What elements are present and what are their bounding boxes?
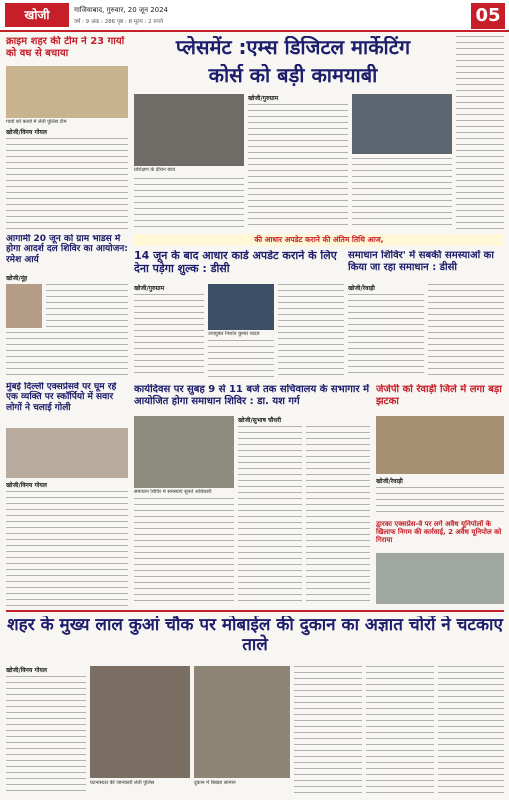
express-byline: खोजी/विनय गोयल <box>6 482 47 489</box>
aadhaar-byline: खोजी/गुरुग्राम <box>134 285 165 292</box>
placement-headline-1: प्लेसमेंट :एम्स डिजिटल मार्केटिंग <box>175 36 411 59</box>
samadhan-body-1 <box>348 294 424 378</box>
theft-caption-2: दुकान में बिखरा सामान <box>194 780 236 786</box>
theft-photo-2 <box>194 666 290 778</box>
samadhan-body-2 <box>428 284 504 378</box>
election-byline: खोजी/नूंह <box>6 275 28 282</box>
theft-body-3 <box>366 666 434 796</box>
placement-headline-2: कोर्स को बड़ी कामयाबी <box>208 64 378 87</box>
theft-headline: शहर के मुख्य लाल कुआं चौक पर मोबाईल की दुकान का अज्ञात चोरों ने चटकाए ताले <box>7 616 503 655</box>
election-headline: आगामी 20 जून को ग्राम भाडस में होगा आदर्श दल शिविर का आयोजन: रमेश आर्य <box>6 234 128 265</box>
aadhaar-body-2 <box>208 340 274 378</box>
unipole-headline: द्वारका एक्सप्रेस-वे पर लगे अवैध यूनिपोलों के खिलाफ निगम की कार्रवाई, 2 अवैध यूनिपोल को गिराया <box>376 520 502 545</box>
aadhaar-caption: उपायुक्त निशांत कुमार यादव <box>208 331 260 337</box>
theft-caption-1: घटनास्थल की जानकारी लेती पुलिस <box>90 780 155 786</box>
jjp-byline: खोजी/रेवाड़ी <box>376 478 403 485</box>
sachivalaya-headline: कार्यदिवस पर सुबह 9 से 11 बजे तक सचिवालय के सभागार में आयोजित होगा समाधान शिविर : डा. यश गर्ग <box>134 384 370 407</box>
samadhan-byline: खोजी/रेवाड़ी <box>348 285 375 292</box>
aadhaar-body-3 <box>278 284 344 378</box>
election-photo <box>6 284 42 328</box>
placement-body-2 <box>352 158 452 230</box>
aadhaar-kicker: की आधार अपडेट कराने की अंतिम तिथि आज, <box>134 234 504 246</box>
aadhaar-body-1 <box>134 294 204 378</box>
placement-body-3 <box>456 36 504 230</box>
crime-branch-body <box>6 138 128 230</box>
sachivalaya-body-1 <box>238 426 302 604</box>
theft-body-2 <box>294 666 362 796</box>
theft-body-4 <box>438 666 504 796</box>
jjp-body <box>376 487 504 517</box>
placement-body-4 <box>134 178 244 230</box>
placement-photo <box>134 94 244 166</box>
unipole-photo <box>376 553 504 604</box>
election-body-2 <box>6 332 128 378</box>
express-body <box>6 491 128 609</box>
theft-byline: खोजी/विनय गोयल <box>6 667 47 674</box>
theft-photo-1 <box>90 666 190 778</box>
sachivalaya-body-3 <box>134 498 234 604</box>
placement-photo-2 <box>352 94 452 154</box>
express-photo <box>6 428 128 478</box>
aadhaar-headline: 14 जून के बाद आधार कार्ड अपडेट कराने के लिए देना पड़ेगा शुल्क : डीसी <box>134 250 337 275</box>
page-number: 05 <box>471 3 505 29</box>
samadhan-headline: समाधान शिविर' में सबकी समस्याओं का किया जा रहा समाधान : डीसी <box>348 250 494 273</box>
crime-branch-caption: गायों को कब्जे में लेती पुलिस टीम <box>6 119 67 125</box>
sachivalaya-photo <box>134 416 234 488</box>
bottom-rule <box>6 610 504 612</box>
sachivalaya-caption: समाधान शिविर में समस्याएं सुनते अधिकारी <box>134 489 212 495</box>
issue-line: वर्ष : 9 अंक : 286 पृष्ठ : 8 मूल्य : 2 रुपये <box>74 19 164 25</box>
election-body <box>46 284 128 328</box>
sachivalaya-body-2 <box>306 426 370 604</box>
jjp-headline: जेजेपी को रेवाड़ी जिले में लगा बड़ा झटका <box>376 384 502 407</box>
placement-caption: प्रशिक्षण के दौरान छात्र <box>134 167 175 173</box>
sachivalaya-byline: खोजी/सुभाष चौधरी <box>238 417 282 424</box>
aadhaar-photo <box>208 284 274 330</box>
masthead <box>0 0 509 32</box>
brand-logo: खोजी <box>5 3 69 27</box>
express-headline: मुंबई दिल्ली एक्सप्रेसवे पर घूम रहे एक व्यक्ति पर स्कॉर्पियो में सवार लोगों ने चलाई गोली <box>6 382 117 413</box>
crime-branch-headline: क्राइम शहर की टीम ने 23 गायों को वध से बचाया <box>6 36 125 59</box>
placement-body-1 <box>248 104 348 230</box>
dateline: गाजियाबाद, गुरुवार, 20 जून 2024 <box>74 6 169 14</box>
crime-branch-byline: खोजी/विनय गोयल <box>6 129 47 136</box>
crime-branch-photo <box>6 66 128 118</box>
jjp-photo <box>376 416 504 474</box>
theft-body-1 <box>6 676 86 796</box>
placement-byline: खोजी/गुरुग्राम <box>248 95 279 102</box>
